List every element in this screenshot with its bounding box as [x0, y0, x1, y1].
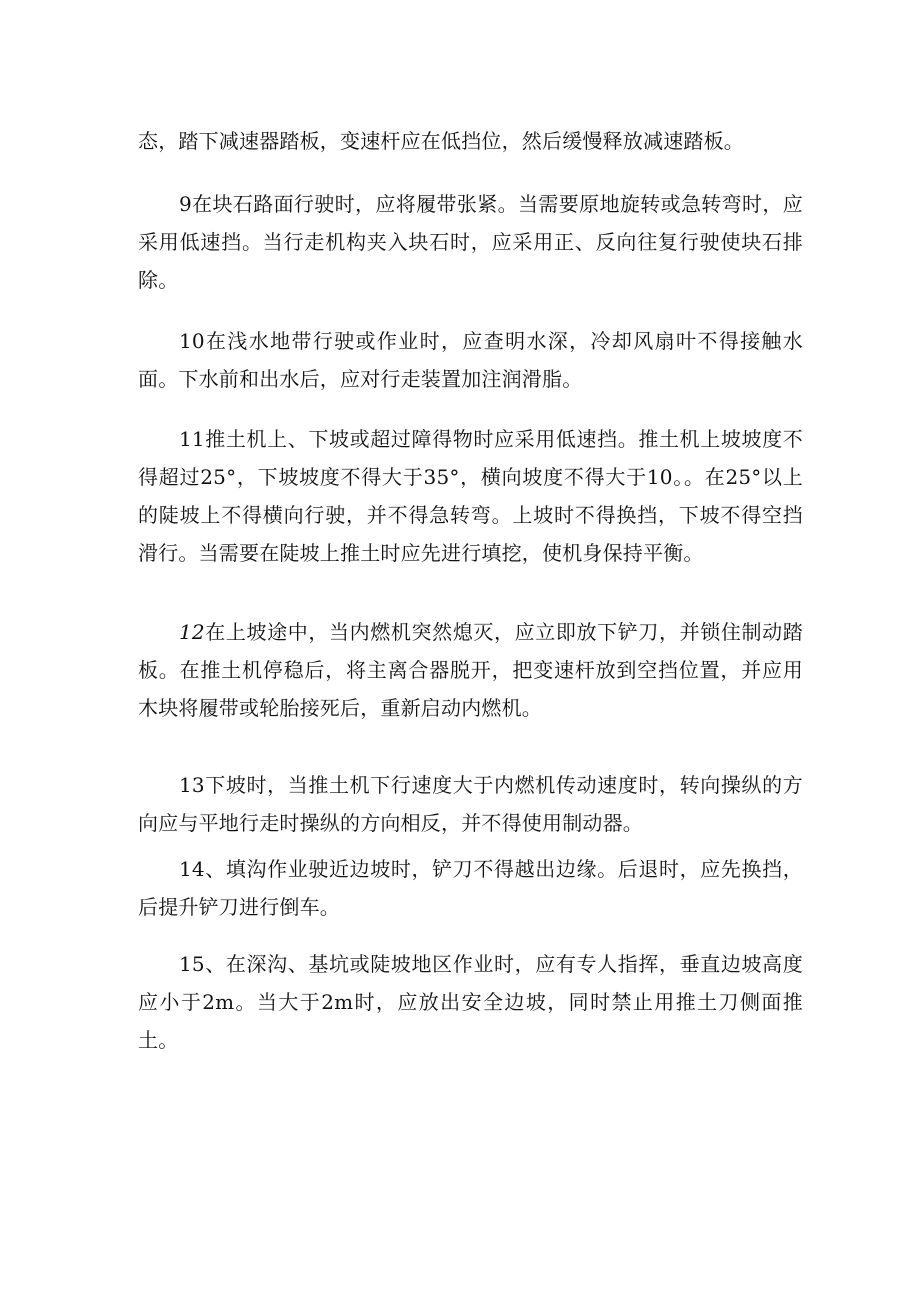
paragraph-item-15: 15、在深沟、基坑或陡坡地区作业时，应有专人指挥，垂直边坡高度应小于2m。当大于2m时，应放出安全边坡，同时禁止用推土刀侧面推土。 [138, 952, 803, 1052]
item-number: 12 [179, 620, 205, 644]
paragraph-text: 在上坡途中，当内燃机突然熄灭，应立即放下铲刀，并锁住制动踏板。在推土机停稳后，将主离合器脱开，把变速杆放到空挡位置，并应用木块将履带或轮胎接死后，重新启动内燃机。 [138, 620, 803, 720]
paragraph-item-12 [138, 613, 803, 727]
paragraph-item-14: 14、填沟作业驶近边坡时，铲刀不得越出边缘。后退时，应先换挡，后提升铲刀进行倒车。 [138, 857, 803, 919]
paragraph-continued: 态，踏下减速器踏板，变速杆应在低挡位，然后缓慢释放减速踏板。 [138, 129, 744, 153]
paragraph-item-11: 11推土机上、下坡或超过障得物时应采用低速挡。推土机上坡坡度不得超过25°，下坡坡度不得大于35°，横向坡度不得大于10。。在25°以上的陡坡上不得横向行驶，并不得急转弯。上坡时不得换挡，下坡不得空挡滑行。当需要在陡坡上推土时应先进行填挖，使机身保持平衡。 [138, 427, 803, 565]
paragraph-item-13: 13下坡时，当推土机下行速度大于内燃机传动速度时，转向操纵的方向应与平地行走时操纵的方向相反，并不得使用制动器。 [138, 773, 803, 835]
paragraph-item-10: 10在浅水地带行驶或作业时，应查明水深，冷却风扇叶不得接触水面。下水前和出水后，应对行走装置加注润滑脂。 [138, 329, 803, 391]
paragraph-item-9: 9在块石路面行驶时，应将履带张紧。当需要原地旋转或急转弯时，应采用低速挡。当行走机构夹入块石时，应采用正、反向往复行驶使块石排除。 [138, 192, 803, 292]
